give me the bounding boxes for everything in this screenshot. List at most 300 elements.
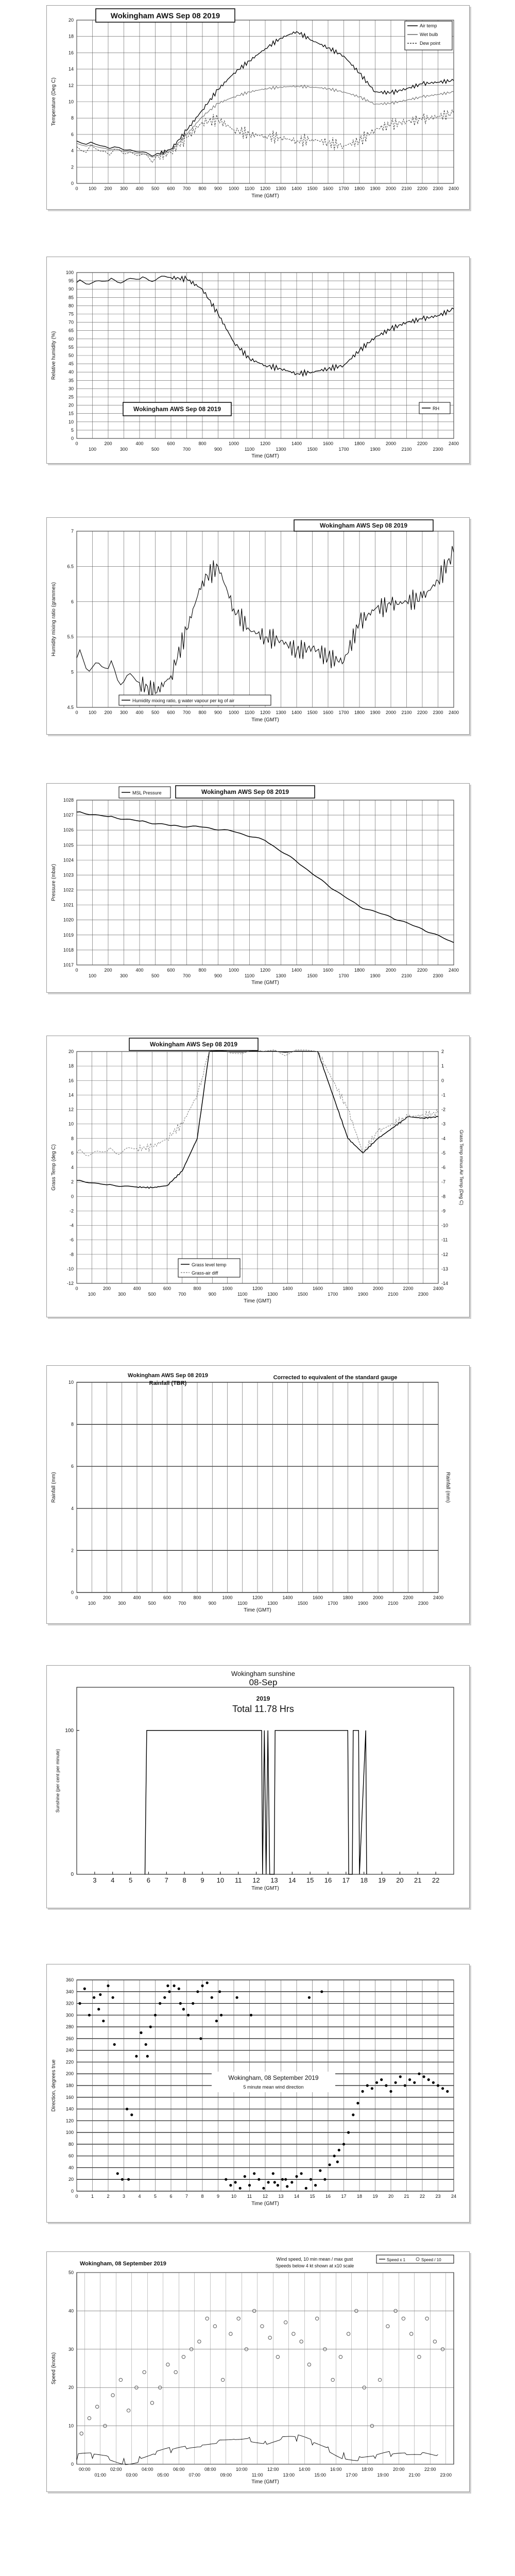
y-tick-label: 320	[65, 2001, 74, 2006]
x-tick-label: 15	[306, 1876, 314, 1884]
x-tick-label: 1800	[354, 441, 365, 446]
x-tick-label: 06:00	[173, 2467, 185, 2472]
y-tick-label: 340	[65, 1989, 74, 1994]
data-point	[441, 2087, 444, 2090]
x-tick-label: 1500	[307, 447, 318, 452]
data-point	[248, 2184, 251, 2187]
x-tick-label: 1600	[312, 1286, 323, 1291]
x-tick-label: 300	[119, 710, 128, 715]
data-point	[432, 2081, 435, 2084]
x-tick-label: 0	[75, 968, 78, 973]
legend-label: Speed / 10	[421, 2258, 441, 2262]
x-tick-label: 19	[372, 2194, 378, 2199]
data-point	[284, 2178, 287, 2181]
x-tick-label: 15	[310, 2194, 315, 2199]
chart-subtitle: Rainfall (TBR)	[149, 1380, 187, 1386]
x-tick-label: 6	[146, 1876, 151, 1884]
y-tick-label: 70	[68, 319, 74, 325]
data-point	[423, 2075, 425, 2078]
y-tick-label: 260	[65, 2036, 74, 2041]
data-point	[83, 1988, 86, 1990]
y-tick-label: 0	[71, 1872, 74, 1877]
x-tick-label: 7	[164, 1876, 168, 1884]
x-tick-label: 2000	[385, 968, 397, 973]
data-point	[99, 1993, 101, 1996]
legend-label: MSL Pressure	[132, 790, 162, 795]
y-tick-label: 65	[68, 328, 74, 333]
data-point	[163, 1996, 166, 1999]
data-point	[413, 2081, 416, 2084]
data-point	[199, 2037, 202, 2040]
x-tick-label: 12:00	[267, 2467, 279, 2472]
y-tick-label: 1021	[63, 902, 74, 908]
data-point	[329, 2163, 331, 2166]
x-tick-label: 1100	[244, 186, 255, 191]
mixing-ratio-chart	[47, 518, 469, 734]
x-tick-label: 600	[163, 1286, 171, 1291]
x-axis-label: Time (GMT)	[251, 2479, 279, 2485]
y-tick-label: 18	[68, 33, 74, 39]
x-tick-label: 2000	[372, 1286, 384, 1291]
data-point	[356, 2102, 359, 2105]
data-point	[408, 2078, 411, 2081]
x-tick-label: 2400	[433, 1595, 444, 1600]
x-tick-label: 2100	[401, 710, 412, 715]
x-tick-label: 0	[75, 186, 78, 191]
y-tick-label: 100	[65, 270, 74, 275]
x-tick-label: 1800	[342, 1286, 353, 1291]
x-tick-label: 1700	[328, 1292, 338, 1297]
pressure-chart	[47, 784, 469, 992]
x-axis-label: Time (GMT)	[244, 1607, 271, 1613]
data-point	[389, 2090, 392, 2093]
x-tick-label: 1200	[252, 1595, 263, 1600]
y-tick-label: 95	[68, 278, 74, 284]
x-tick-label: 600	[167, 968, 175, 973]
y-tick-label: 20	[68, 402, 74, 408]
data-point	[192, 2002, 194, 2005]
x-tick-label: 2300	[433, 186, 443, 191]
wind-speed-chart-panel	[46, 2251, 470, 2492]
x-tick-label: 12	[262, 2194, 268, 2199]
x-tick-label: 1500	[307, 710, 318, 715]
x-tick-label: 1000	[228, 186, 239, 191]
y-tick-label: -12	[66, 1281, 74, 1286]
data-point	[347, 2131, 350, 2134]
x-tick-label: 2300	[418, 1292, 428, 1297]
x-tick-label: 1000	[222, 1595, 233, 1600]
x-tick-label: 21	[414, 1876, 422, 1884]
x-tick-label: 09:00	[220, 2472, 232, 2478]
x-axis-label: Time (GMT)	[251, 2201, 279, 2207]
x-tick-label: 1500	[307, 973, 318, 978]
y2-tick-label: 1	[441, 1063, 444, 1069]
x-tick-label: 1200	[260, 441, 271, 446]
x-tick-label: 2000	[385, 186, 397, 191]
rainfall-chart-panel	[46, 1365, 470, 1624]
x-tick-label: 17	[341, 2194, 347, 2199]
x-tick-label: 800	[193, 1595, 201, 1600]
x-tick-label: 1400	[291, 441, 302, 446]
sunshine-chart	[47, 1666, 469, 1908]
y-tick-label: 0	[71, 1194, 74, 1199]
data-point	[437, 2084, 439, 2087]
data-point	[281, 2178, 284, 2181]
y-tick-label: 1024	[63, 857, 74, 863]
data-point	[206, 1981, 209, 1984]
chart-subtitle: 08-Sep	[249, 1677, 278, 1687]
x-tick-label: 300	[118, 1601, 126, 1606]
x-tick-label: 1500	[297, 1601, 308, 1606]
data-point	[286, 2185, 288, 2188]
data-point	[273, 2181, 276, 2183]
x-tick-label: 300	[118, 1292, 126, 1297]
x-tick-label: 900	[208, 1601, 216, 1606]
x-tick-label: 200	[104, 441, 112, 446]
data-point	[93, 1996, 95, 1999]
y-tick-label: 50	[68, 2270, 74, 2275]
x-tick-label: 200	[102, 1595, 111, 1600]
x-tick-label: 1	[91, 2194, 94, 2199]
data-point	[277, 2184, 279, 2187]
data-point	[239, 2187, 242, 2190]
y-tick-label: 20	[68, 1049, 74, 1054]
data-point	[352, 2113, 354, 2116]
x-tick-label: 14	[288, 1876, 296, 1884]
x-tick-label: 200	[104, 186, 112, 191]
data-point	[342, 2143, 345, 2145]
y2-tick-label: -9	[441, 1208, 446, 1214]
y2-tick-label: -2	[441, 1107, 446, 1112]
y-tick-label: 7	[71, 529, 74, 534]
x-tick-label: 1400	[282, 1595, 293, 1600]
x-tick-label: 2400	[448, 710, 459, 715]
y-axis-label: Grass Temp (deg C)	[51, 1144, 57, 1191]
data-point	[201, 1985, 203, 1987]
x-tick-label: 1700	[338, 710, 349, 715]
temperature-chart-panel	[46, 5, 470, 210]
data-point	[126, 2108, 128, 2110]
x-tick-label: 500	[148, 1601, 156, 1606]
y-tick-label: 8	[71, 1421, 74, 1427]
x-tick-label: 2300	[433, 447, 443, 452]
y-tick-label: 20	[68, 2385, 74, 2391]
x-tick-label: 17:00	[346, 2472, 358, 2478]
x-tick-label: 16	[325, 2194, 331, 2199]
x-tick-label: 13	[270, 1876, 278, 1884]
data-point	[220, 2014, 222, 2016]
data-point	[333, 2155, 336, 2157]
x-tick-label: 1000	[222, 1286, 233, 1291]
data-point	[225, 2178, 227, 2181]
x-tick-label: 20	[396, 1876, 404, 1884]
y-axis-label: Humidity mixing ratio (grammes)	[51, 582, 57, 656]
x-tick-label: 100	[88, 1292, 96, 1297]
y-tick-label: 25	[68, 394, 74, 400]
data-point	[145, 2043, 147, 2046]
chart-title: Wokingham AWS Sep 08 2019	[128, 1372, 208, 1379]
x-tick-label: 8	[182, 1876, 186, 1884]
x-tick-label: 2300	[433, 710, 443, 715]
x-tick-label: 1900	[370, 973, 381, 978]
y-tick-label: 5.5	[67, 634, 74, 640]
data-point	[79, 2002, 81, 2005]
y-tick-label: 40	[68, 2308, 74, 2314]
data-point	[97, 2008, 100, 2010]
x-tick-label: 200	[104, 968, 112, 973]
x-tick-label: 01:00	[94, 2472, 107, 2478]
total-label: Total 11.78 Hrs	[232, 1704, 294, 1714]
data-point	[258, 2178, 260, 2181]
y-tick-label: 10	[68, 99, 74, 105]
y-tick-label: 1028	[63, 798, 74, 803]
y-tick-label: 0	[71, 2189, 74, 2194]
x-tick-label: 300	[119, 447, 128, 452]
x-tick-label: 500	[148, 1292, 156, 1297]
x-tick-label: 20	[388, 2194, 394, 2199]
x-tick-label: 10	[231, 2194, 237, 2199]
y-tick-label: 10	[68, 1121, 74, 1127]
x-tick-label: 16	[324, 1876, 332, 1884]
data-point	[310, 2178, 312, 2181]
x-tick-label: 1700	[338, 447, 349, 452]
temperature-chart	[47, 6, 469, 209]
x-tick-label: 1800	[354, 968, 365, 973]
x-tick-label: 1600	[322, 968, 334, 973]
x-tick-label: 100	[88, 186, 97, 191]
y2-tick-label: -8	[441, 1194, 446, 1199]
x-tick-label: 800	[198, 710, 207, 715]
humidity-chart-panel	[46, 257, 470, 464]
x-tick-label: 5	[153, 2194, 157, 2199]
y-tick-label: 0	[71, 1590, 74, 1595]
y-tick-label: 8	[71, 115, 74, 121]
data-point	[300, 2172, 303, 2175]
data-point	[179, 2002, 182, 2005]
x-tick-label: 1000	[228, 710, 239, 715]
data-point	[229, 2184, 232, 2187]
x-tick-label: 21:00	[408, 2472, 421, 2478]
y-tick-label: 100	[65, 1727, 74, 1734]
x-tick-label: 1800	[354, 186, 365, 191]
x-tick-label: 1800	[354, 710, 365, 715]
x-tick-label: 2200	[403, 1286, 414, 1291]
y-axis-label: Sunshine (per cent per minute)	[55, 1749, 60, 1813]
x-tick-label: 05:00	[157, 2472, 169, 2478]
x-tick-label: 1300	[267, 1292, 278, 1297]
y-tick-label: 40	[68, 369, 74, 375]
x-tick-label: 200	[104, 710, 112, 715]
data-point	[338, 2149, 340, 2151]
y-axis-label: Pressure (mbar)	[51, 863, 57, 902]
y2-tick-label: -13	[441, 1266, 449, 1272]
x-tick-label: 1300	[276, 186, 286, 191]
x-tick-label: 18	[360, 1876, 368, 1884]
x-tick-label: 2200	[403, 1595, 414, 1600]
y-tick-label: 2	[71, 1179, 74, 1185]
y-tick-label: 16	[68, 50, 74, 56]
x-tick-label: 700	[182, 710, 191, 715]
x-axis-label: Time (GMT)	[251, 980, 279, 986]
x-tick-label: 21	[404, 2194, 409, 2199]
y-tick-label: 60	[68, 2153, 74, 2159]
legend-label: Wet bulb	[420, 32, 438, 37]
x-tick-label: 1100	[237, 1292, 248, 1297]
y-tick-label: 55	[68, 344, 74, 350]
data-point	[320, 1990, 323, 1993]
y2-tick-label: 2	[441, 1049, 444, 1054]
x-axis-label: Time (GMT)	[251, 453, 279, 459]
data-point	[182, 2008, 185, 2010]
y-tick-label: 4	[71, 148, 74, 154]
data-point	[211, 1996, 213, 1999]
y2-tick-label: -12	[441, 1251, 449, 1257]
x-tick-label: 800	[198, 441, 207, 446]
x-tick-label: 1700	[338, 973, 349, 978]
x-tick-label: 13	[278, 2194, 284, 2199]
x-tick-label: 20:00	[392, 2467, 405, 2472]
data-point	[113, 2043, 116, 2046]
x-tick-label: 1100	[244, 973, 255, 978]
x-tick-label: 2400	[448, 968, 459, 973]
y-tick-label: 75	[68, 311, 74, 317]
legend-label: RH	[433, 406, 439, 411]
data-point	[314, 2184, 317, 2187]
x-tick-label: 1200	[260, 710, 271, 715]
x-tick-label: 500	[151, 186, 160, 191]
data-point	[336, 2161, 339, 2163]
y2-tick-label: -1	[441, 1092, 446, 1098]
y-axis-label: Speed (knots)	[51, 2352, 57, 2385]
x-tick-label: 2300	[418, 1601, 428, 1606]
data-point	[371, 2087, 373, 2090]
x-tick-label: 1600	[312, 1595, 323, 1600]
chart-title: Wokingham, 08 September 2019	[80, 2261, 166, 2267]
y2-tick-label: -5	[441, 1150, 446, 1156]
x-tick-label: 700	[182, 186, 191, 191]
y-tick-label: 50	[68, 353, 74, 358]
x-tick-label: 1300	[276, 710, 286, 715]
x-tick-label: 700	[178, 1292, 186, 1297]
x-tick-label: 1900	[357, 1601, 368, 1606]
x-tick-label: 2100	[401, 447, 412, 452]
y-tick-label: 40	[68, 2165, 74, 2171]
data-point	[146, 2055, 149, 2058]
data-point	[140, 2031, 142, 2034]
x-tick-label: 8	[201, 2194, 204, 2199]
x-tick-label: 14	[294, 2194, 300, 2199]
data-point	[394, 2081, 397, 2084]
x-tick-label: 7	[185, 2194, 188, 2199]
y-tick-label: 200	[65, 2071, 74, 2077]
y-tick-label: -6	[69, 1237, 74, 1243]
y-tick-label: -2	[69, 1208, 74, 1214]
x-tick-label: 18	[356, 2194, 363, 2199]
data-point	[236, 1996, 238, 1999]
x-tick-label: 400	[135, 710, 144, 715]
x-axis-label: Time (GMT)	[251, 717, 279, 723]
y-tick-label: 360	[65, 1977, 74, 1982]
humidity-chart	[47, 257, 469, 463]
chart-subtitle: 5 minute mean wind direction	[243, 2084, 304, 2090]
chart-note: Speeds below 4 kt shown at x10 scale	[275, 2263, 354, 2268]
x-tick-label: 0	[75, 1595, 78, 1600]
x-tick-label: 2000	[385, 441, 397, 446]
data-point	[308, 1996, 311, 1999]
x-tick-label: 2200	[417, 441, 428, 446]
x-tick-label: 1400	[291, 186, 302, 191]
data-point	[295, 2175, 298, 2178]
y-tick-label: 1027	[63, 812, 74, 818]
y-tick-label: 10	[68, 1380, 74, 1385]
y-tick-label: 6.5	[67, 564, 74, 569]
sunshine-chart-panel	[46, 1665, 470, 1908]
x-tick-label: 600	[167, 186, 175, 191]
y-tick-label: 1018	[63, 947, 74, 953]
x-tick-label: 900	[214, 973, 222, 978]
data-point	[262, 2187, 265, 2190]
y-tick-label: 30	[68, 2346, 74, 2352]
x-tick-label: 1300	[267, 1601, 278, 1606]
data-point	[187, 2014, 190, 2016]
legend-label: Grass level temp	[192, 1262, 227, 1267]
chart-title: Wokingham AWS Sep 08 2019	[319, 522, 408, 530]
data-point	[267, 2181, 270, 2183]
y2-axis-label: Rainfall (mm)	[445, 1472, 451, 1503]
x-tick-label: 1200	[252, 1286, 263, 1291]
x-tick-label: 2000	[385, 710, 397, 715]
data-point	[399, 2075, 402, 2078]
wind-direction-chart-panel	[46, 1964, 470, 2223]
x-tick-label: 1800	[342, 1595, 353, 1600]
x-tick-label: 19	[378, 1876, 386, 1884]
x-tick-label: 0	[75, 441, 78, 446]
x-tick-label: 100	[88, 1601, 96, 1606]
x-tick-label: 03:00	[126, 2472, 138, 2478]
y-tick-label: 60	[68, 336, 74, 342]
y-tick-label: 2	[71, 1548, 74, 1553]
x-tick-label: 100	[88, 710, 97, 715]
x-tick-label: 700	[178, 1601, 186, 1606]
data-point	[135, 2055, 138, 2058]
data-point	[215, 2020, 218, 2022]
x-axis-label: Time (GMT)	[251, 1886, 279, 1891]
y2-tick-label: -10	[441, 1223, 449, 1228]
y-tick-label: 90	[68, 286, 74, 292]
x-tick-label: 600	[167, 441, 175, 446]
x-tick-label: 1100	[244, 447, 255, 452]
x-tick-label: 500	[151, 973, 160, 978]
x-tick-label: 400	[135, 441, 144, 446]
data-point	[404, 2084, 406, 2087]
data-point	[178, 1988, 180, 1990]
data-point	[427, 2078, 430, 2081]
x-tick-label: 100	[88, 973, 97, 978]
y-tick-label: 4	[71, 1165, 74, 1170]
x-tick-label: 400	[135, 968, 144, 973]
x-tick-label: 1700	[328, 1601, 338, 1606]
data-point	[107, 1985, 109, 1987]
y-tick-label: 10	[68, 419, 74, 425]
y2-tick-label: -6	[441, 1165, 446, 1170]
y-tick-label: -10	[66, 1266, 74, 1272]
x-tick-label: 3	[93, 1876, 97, 1884]
y-tick-label: 4.5	[67, 705, 74, 710]
x-tick-label: 08:00	[204, 2467, 216, 2472]
data-point	[385, 2084, 387, 2087]
x-tick-label: 800	[193, 1286, 201, 1291]
data-point	[154, 2014, 157, 2016]
